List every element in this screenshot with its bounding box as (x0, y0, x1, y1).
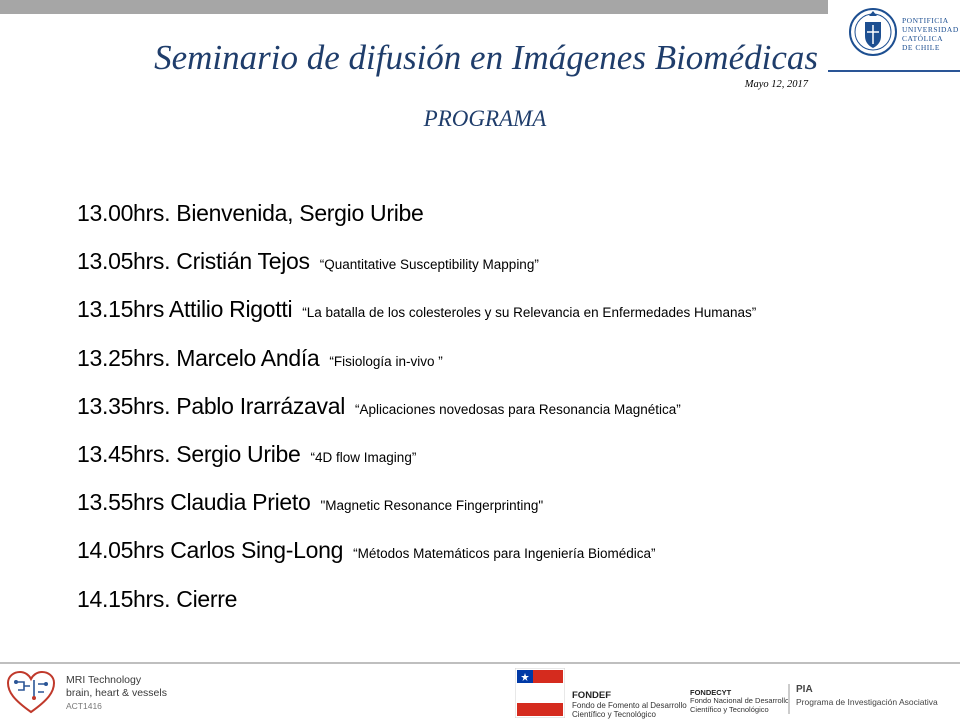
program-time-speaker: 13.45hrs. Sergio Uribe (77, 440, 301, 467)
program-talk-title: “Métodos Matemáticos para Ingeniería Biomédica” (353, 546, 656, 562)
header-rule (828, 70, 960, 72)
uc-name-line: PONTIFICIA (902, 16, 949, 25)
program-item (77, 200, 957, 248)
brain-heart-icon (4, 668, 58, 716)
program-talk-title: “La batalla de los colesteroles y su Relevancia en Enfermedades Humanas” (302, 305, 757, 321)
program-item (77, 345, 957, 393)
pia-logo (788, 684, 960, 714)
program-item (77, 441, 957, 489)
program-item (77, 296, 957, 344)
fondef-logo (572, 690, 687, 719)
program-time-speaker: 14.15hrs. Cierre (77, 585, 238, 612)
program-list (77, 200, 957, 634)
mri-line1: MRI Technology (66, 674, 142, 686)
fondef-desc: Científico y Tecnológico (572, 710, 656, 719)
fondef-name: FONDEF (572, 690, 612, 701)
program-item (77, 537, 957, 585)
program-time-speaker: 14.05hrs Carlos Sing-Long (77, 537, 344, 564)
conicyt-logo (515, 668, 565, 718)
mri-line2: brain, heart & vessels (66, 687, 167, 699)
uc-name-line: DE CHILE (902, 43, 940, 52)
program-time-speaker: 13.00hrs. Bienvenida, Sergio Uribe (77, 200, 424, 226)
conicyt-flag-icon (515, 668, 565, 718)
fondecyt-desc: Científico y Tecnológico (690, 704, 769, 714)
fondecyt-name: FONDECYT (690, 688, 732, 697)
program-item (77, 586, 957, 634)
program-talk-title: "Magnetic Resonance Fingerprinting" (320, 498, 544, 514)
program-time-speaker: 13.25hrs. Marcelo Andía (77, 344, 320, 371)
event-date: Mayo 12, 2017 (744, 79, 808, 90)
fondef-desc: Fondo de Fomento al Desarrollo (572, 701, 687, 710)
program-item (77, 248, 957, 296)
uc-name (902, 16, 960, 52)
program-item (77, 489, 957, 537)
program-talk-title: “Quantitative Susceptibility Mapping” (319, 257, 539, 273)
program-talk-title: “Fisiología in-vivo ” (329, 353, 443, 369)
program-time-speaker: 13.15hrs Attilio Rigotti (77, 296, 293, 323)
fondecyt-desc: Fondo Nacional de Desarrollo (690, 696, 790, 705)
uc-crest-icon (848, 4, 898, 62)
mri-technology-text (66, 674, 167, 713)
fondecyt-logo (690, 688, 789, 714)
top-bar (0, 0, 828, 14)
mri-technology-logo (4, 668, 204, 718)
program-talk-title: “Aplicaciones novedosas para Resonancia Magnética” (355, 401, 681, 417)
mri-project-code: ACT1416 (66, 701, 102, 711)
pia-name: PIA (796, 684, 813, 695)
program-talk-title: “4D flow Imaging” (310, 449, 417, 465)
program-time-speaker: 13.35hrs. Pablo Irarrázaval (77, 392, 346, 419)
footer-rule (0, 662, 960, 664)
uc-name-line: UNIVERSIDAD (902, 25, 959, 34)
program-heading: PROGRAMA (423, 106, 547, 131)
program-time-speaker: 13.55hrs Claudia Prieto (77, 489, 311, 516)
program-time-speaker: 13.05hrs. Cristián Tejos (77, 248, 310, 275)
page-title: Seminario de difusión en Imágenes Biomédicas (154, 38, 818, 77)
uc-name-line: CATÓLICA (902, 34, 944, 43)
pia-desc: Programa de Investigación Asociativa (796, 697, 938, 707)
program-item (77, 393, 957, 441)
uc-logo (848, 4, 960, 64)
